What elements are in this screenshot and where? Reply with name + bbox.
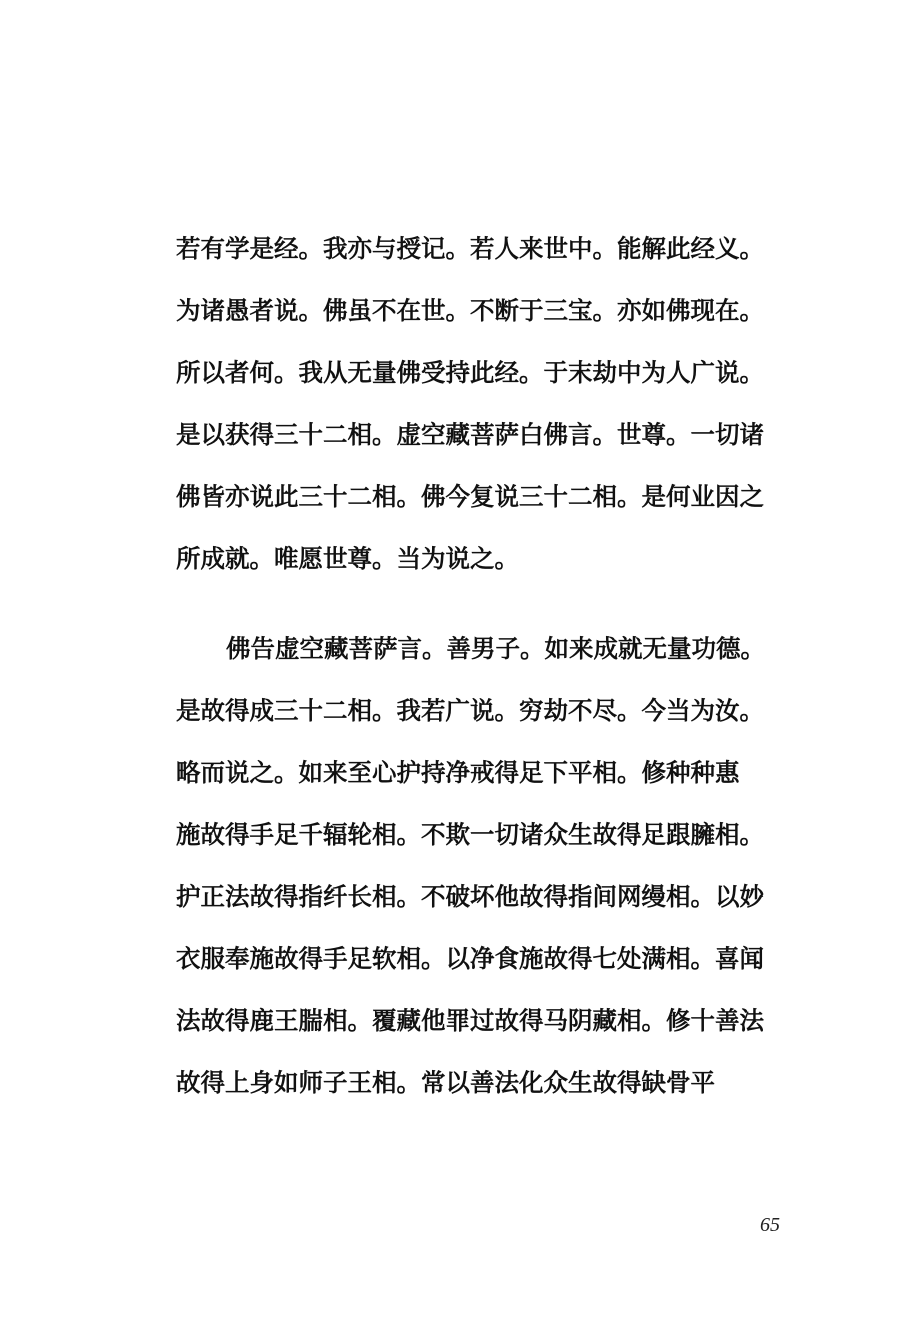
paragraph-2 xyxy=(176,618,786,1114)
text-line: 衣服奉施故得手足软相。以净食施故得七处满相。喜闻 xyxy=(176,944,764,973)
text-line: 佛皆亦说此三十二相。佛今复说三十二相。是何业因之 xyxy=(176,482,764,511)
text-line: 护正法故得指纤长相。不破坏他故得指间网缦相。以妙 xyxy=(176,882,764,911)
text-line: 故得上身如师子王相。常以善法化众生故得缺骨平 xyxy=(176,1068,715,1097)
text-line: 若有学是经。我亦与授记。若人来世中。能解此经义。 xyxy=(176,234,764,263)
text-line: 法故得鹿王腨相。覆藏他罪过故得马阴藏相。修十善法 xyxy=(176,1006,764,1035)
text-line: 是以获得三十二相。虚空藏菩萨白佛言。世尊。一切诸 xyxy=(176,420,764,449)
paragraph-1 xyxy=(176,218,786,590)
body-text xyxy=(176,218,786,1114)
text-line: 是故得成三十二相。我若广说。穷劫不尽。今当为汝。 xyxy=(176,696,764,725)
text-line: 为诸愚者说。佛虽不在世。不断于三宝。亦如佛现在。 xyxy=(176,296,764,325)
text-line: 所成就。唯愿世尊。当为说之。 xyxy=(176,544,519,573)
text-line: 所以者何。我从无量佛受持此经。于末劫中为人广说。 xyxy=(176,358,764,387)
text-line: 佛告虚空藏菩萨言。善男子。如来成就无量功德。 xyxy=(226,634,765,663)
paragraph-spacer xyxy=(176,590,786,618)
page-number: 65 xyxy=(760,1214,780,1236)
text-line: 施故得手足千辐轮相。不欺一切诸众生故得足跟臃相。 xyxy=(176,820,764,849)
text-line: 略而说之。如来至心护持净戒得足下平相。修种种惠 xyxy=(176,758,740,787)
